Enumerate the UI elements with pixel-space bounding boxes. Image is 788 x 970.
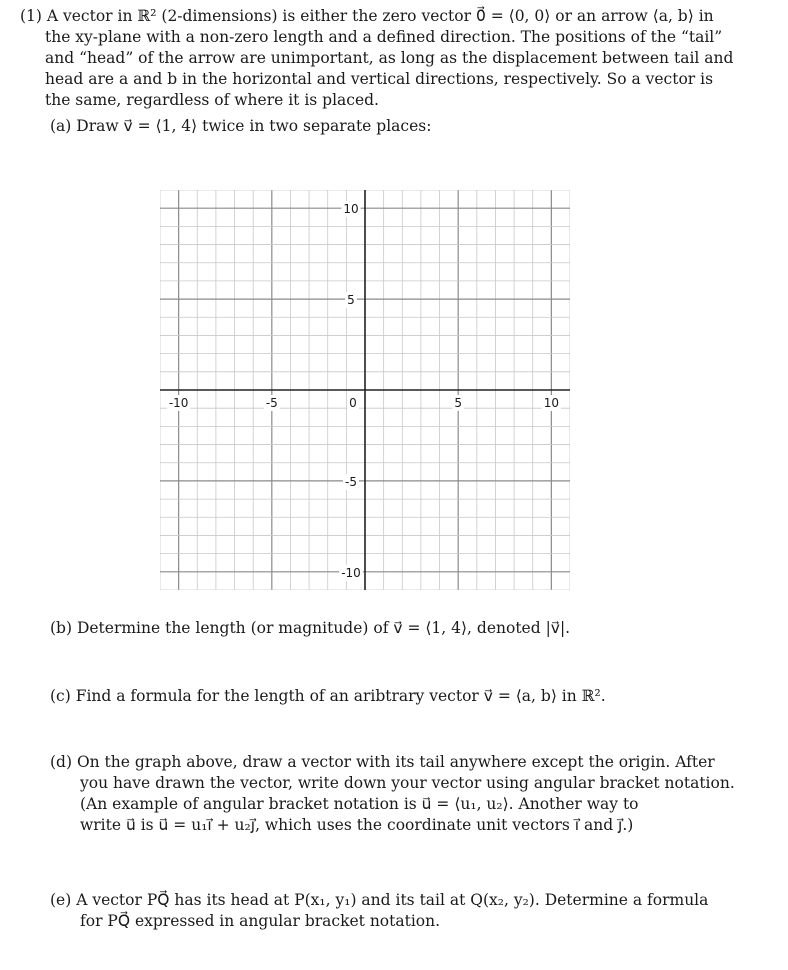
x-tick-label: -5: [265, 396, 278, 410]
problem-line: (1) A vector in ℝ² (2-dimensions) is either the zero vector 0⃗ = ⟨0, 0⟩ or an arrow ⟨a, b⟩ in: [20, 7, 714, 25]
part-d-line: (An example of angular bracket notation is u⃗ = ⟨u₁, u₂⟩. Another way to: [80, 795, 639, 813]
y-tick-label: -10: [341, 565, 361, 580]
part-d-line: (d) On the graph above, draw a vector with its tail anywhere except the origin. After: [50, 753, 715, 771]
problem-line: and “head” of the arrow are unimportant, as long as the displacement between tail and: [45, 49, 734, 67]
y-tick-label: -5: [345, 474, 357, 489]
part-c: [50, 686, 770, 707]
part-d-line: you have drawn the vector, write down your vector using angular bracket notation.: [80, 774, 735, 792]
problem-line: the xy-plane with a non-zero length and a defined direction. The positions of the “tail”: [45, 28, 723, 46]
x-tick-label: -10: [168, 396, 189, 410]
part-c-text: (c) Find a formula for the length of an aribtrary vector v⃗ = ⟨a, b⟩ in ℝ².: [50, 687, 606, 705]
part-a: [50, 116, 770, 137]
x-tick-label: 10: [543, 396, 560, 410]
part-a-text: (a) Draw v⃗ = ⟨1, 4⟩ twice in two separate places:: [50, 117, 432, 135]
part-d-line: write u⃗ is u⃗ = u₁ı⃗ + u₂ȷ⃗, which uses the coordinate unit vectors ı⃗ and ȷ⃗.): [80, 816, 634, 834]
x-tick-label: 5: [454, 396, 463, 410]
coordinate-grid[interactable]: [160, 190, 570, 590]
problem-statement: [20, 6, 775, 111]
problem-line: the same, regardless of where it is placed.: [45, 91, 379, 109]
tick-labels: [167, 201, 561, 581]
x-tick-label: 0: [349, 396, 357, 410]
part-d: [50, 752, 775, 836]
part-b: [50, 618, 770, 639]
part-b-text: (b) Determine the length (or magnitude) of v⃗ = ⟨1, 4⟩, denoted |v⃗|.: [50, 619, 571, 637]
y-tick-label: 5: [347, 293, 355, 308]
axes: [160, 190, 570, 590]
y-tick-label: 10: [343, 202, 359, 217]
problem-line: head are a and b in the horizontal and vertical directions, respectively. So a vector is: [45, 70, 714, 88]
part-e-line: (e) A vector PQ⃗ has its head at P(x₁, y₁) and its tail at Q(x₂, y₂). Determine a formula: [50, 891, 709, 909]
part-e-line: for PQ⃗ expressed in angular bracket notation.: [80, 912, 441, 930]
part-e: [50, 890, 775, 932]
